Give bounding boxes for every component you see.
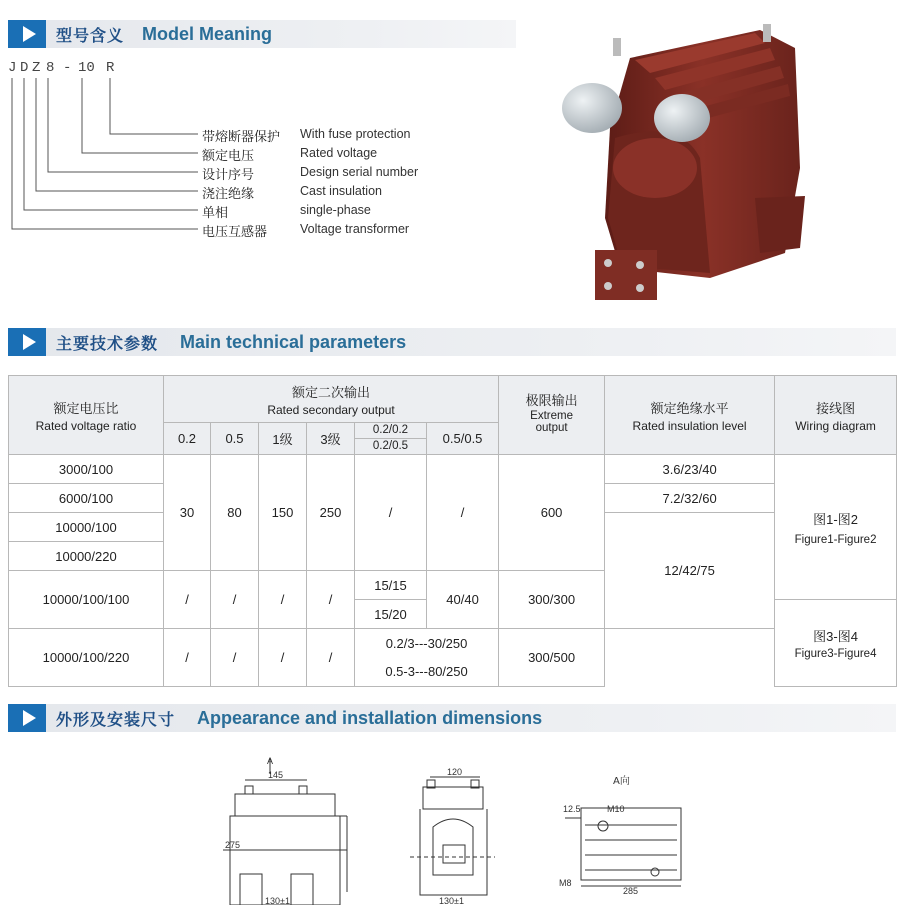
legend-cn: 带熔断器保护 bbox=[202, 130, 281, 145]
subheader-cell-dual: 0.2/0.2 0.2/0.5 bbox=[355, 423, 427, 455]
header-extreme-output: 极限输出 Extreme output bbox=[499, 376, 605, 455]
wiring-cell: 图1-图2 Figure1-Figure2 bbox=[775, 455, 897, 600]
legend-en: Cast insulation bbox=[300, 184, 382, 198]
ratio-cell: 10000/100/220 bbox=[9, 629, 164, 687]
legend-en: Voltage transformer bbox=[300, 222, 410, 236]
value-cell: / bbox=[164, 629, 211, 687]
code-char: R bbox=[106, 60, 115, 76]
subheader-cell: 0.5 bbox=[211, 423, 259, 455]
value-cell: / bbox=[355, 455, 427, 571]
legend-en: Rated voltage bbox=[300, 146, 378, 160]
value-cell: / bbox=[211, 629, 259, 687]
dim-130: 130±1 bbox=[265, 896, 290, 905]
ratio-cell: 6000/100 bbox=[9, 484, 164, 513]
legend-en: Design serial number bbox=[300, 165, 419, 179]
insulation-cell: 12/42/75 bbox=[605, 513, 775, 629]
label-a: A bbox=[267, 756, 274, 766]
ratio-cell: 10000/100/100 bbox=[9, 571, 164, 629]
subheader-cell: 0.5/0.5 bbox=[427, 423, 499, 455]
technical-parameters-table bbox=[8, 375, 897, 687]
extreme-cell: 600 bbox=[499, 455, 605, 571]
dimension-drawing-a-view bbox=[555, 770, 695, 895]
value-cell: 30 bbox=[164, 455, 211, 571]
dimension-drawing-front bbox=[215, 752, 355, 905]
value-cell: 0.5-3---80/250 bbox=[355, 658, 499, 687]
play-arrow-icon bbox=[8, 328, 46, 356]
code-char: D bbox=[20, 60, 29, 76]
section-title-cn: 主要技术参数 bbox=[56, 333, 159, 353]
legend-cn: 设计序号 bbox=[202, 168, 255, 183]
subheader-cell: 3级 bbox=[307, 423, 355, 455]
extreme-cell: 300/300 bbox=[499, 571, 605, 629]
dim-145: 145 bbox=[268, 770, 284, 780]
value-cell: / bbox=[259, 629, 307, 687]
insulation-cell: 7.2/32/60 bbox=[605, 484, 775, 513]
legend-cn: 电压互感器 bbox=[202, 225, 268, 240]
header-rated-voltage-ratio: 额定电压比 Rated voltage ratio bbox=[9, 376, 164, 455]
insulation-cell: 3.6/23/40 bbox=[605, 455, 775, 484]
dimension-drawing-side bbox=[405, 765, 500, 905]
legend-cn: 额定电压 bbox=[202, 149, 255, 164]
code-char: J bbox=[8, 60, 17, 76]
label-m8: M8 bbox=[559, 878, 572, 888]
code-char: - bbox=[63, 60, 72, 76]
dim-130-side: 130±1 bbox=[439, 896, 464, 905]
legend-en: single-phase bbox=[300, 203, 371, 217]
value-cell: 80 bbox=[211, 455, 259, 571]
section-title-en: Appearance and installation dimensions bbox=[197, 707, 543, 728]
ratio-cell: 10000/220 bbox=[9, 542, 164, 571]
value-cell: 0.2/3---30/250 bbox=[355, 629, 499, 658]
extreme-cell: 300/500 bbox=[499, 629, 605, 687]
value-cell: / bbox=[259, 571, 307, 629]
subheader-cell: 0.2 bbox=[164, 423, 211, 455]
value-cell: / bbox=[211, 571, 259, 629]
wiring-cell: 图3-图4 Figure3-Figure4 bbox=[775, 600, 897, 687]
section-header-technical-parameters bbox=[8, 328, 406, 356]
header-wiring-diagram: 接线图 Wiring diagram bbox=[775, 376, 897, 455]
header-rated-insulation-level: 额定绝缘水平 Rated insulation level bbox=[605, 376, 775, 455]
value-cell: 250 bbox=[307, 455, 355, 571]
section-title-en: Model Meaning bbox=[142, 23, 273, 44]
label-m10: M10 bbox=[607, 804, 625, 814]
value-cell: 15/20 bbox=[355, 600, 427, 629]
code-char: 8 bbox=[46, 60, 55, 76]
value-cell: 150 bbox=[259, 455, 307, 571]
subheader-cell: 1级 bbox=[259, 423, 307, 455]
value-cell: 40/40 bbox=[427, 571, 499, 629]
play-arrow-icon bbox=[8, 704, 46, 732]
dim-285: 285 bbox=[623, 886, 639, 895]
section-title-cn: 外形及安装尺寸 bbox=[56, 709, 176, 729]
ratio-cell: 3000/100 bbox=[9, 455, 164, 484]
code-char: Z bbox=[32, 60, 41, 76]
dim-275: 275 bbox=[225, 840, 241, 850]
section-header-dimensions bbox=[8, 704, 542, 732]
dim-12-5: 12.5 bbox=[563, 804, 581, 814]
legend-cn: 单相 bbox=[202, 206, 229, 221]
dim-120: 120 bbox=[447, 767, 463, 777]
code-char: 10 bbox=[78, 60, 95, 76]
value-cell: / bbox=[164, 571, 211, 629]
header-rated-secondary-output: 额定二次输出 Rated secondary output bbox=[164, 376, 499, 423]
view-a-title: A向 bbox=[613, 776, 630, 787]
legend-cn: 浇注绝缘 bbox=[202, 187, 255, 202]
value-cell: / bbox=[307, 571, 355, 629]
value-cell: / bbox=[427, 455, 499, 571]
ratio-cell: 10000/100 bbox=[9, 513, 164, 542]
value-cell: / bbox=[307, 629, 355, 687]
legend-en: With fuse protection bbox=[300, 127, 411, 141]
section-title-cn: 型号含义 bbox=[56, 25, 125, 45]
section-title-en: Main technical parameters bbox=[180, 331, 407, 352]
transformer-product-illustration bbox=[560, 18, 860, 308]
value-cell: 15/15 bbox=[355, 571, 427, 600]
